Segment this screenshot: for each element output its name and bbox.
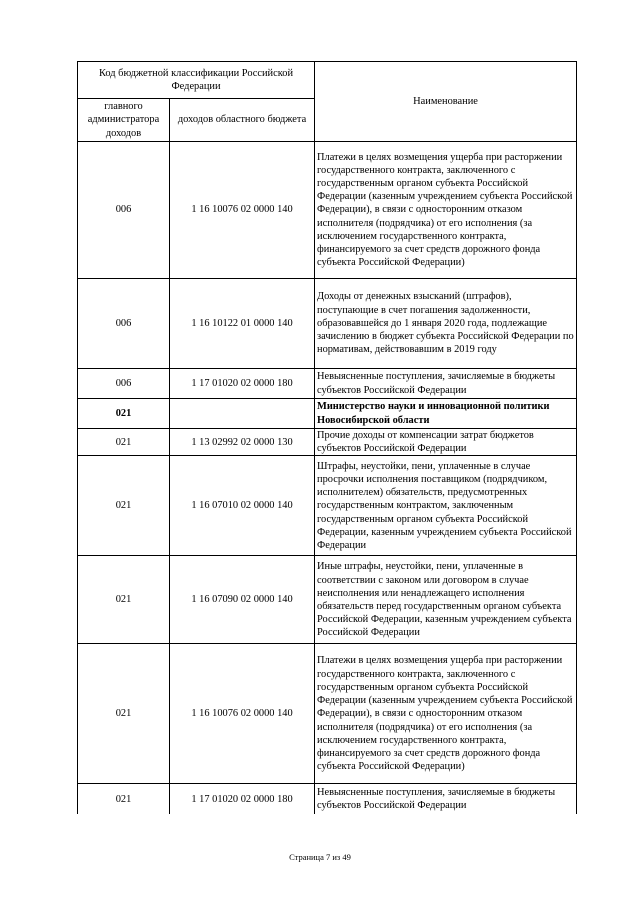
cell-admin: 021: [78, 784, 170, 814]
cell-admin: 021: [78, 456, 170, 556]
cell-code: 1 16 07010 02 0000 140: [170, 456, 315, 556]
table-row: [78, 556, 577, 644]
cell-code: 1 16 10122 01 0000 140: [170, 279, 315, 369]
table-row: [78, 784, 577, 814]
table-row: [78, 399, 577, 429]
budget-classification-table: [77, 61, 577, 814]
cell-name: Прочие доходы от компенсации затрат бюджетов субъектов Российской Федерации: [315, 429, 577, 456]
header-income: доходов областного бюджета: [170, 99, 315, 142]
table-row: [78, 429, 577, 456]
table-row: [78, 456, 577, 556]
cell-code: 1 17 01020 02 0000 180: [170, 369, 315, 399]
cell-code: 1 13 02992 02 0000 130: [170, 429, 315, 456]
cell-admin: 006: [78, 142, 170, 279]
cell-name: Невыясненные поступления, зачисляемые в бюджеты субъектов Российской Федерации: [315, 369, 577, 399]
table-row: [78, 369, 577, 399]
cell-name: Штрафы, неустойки, пени, уплаченные в случае просрочки исполнения поставщиком (подрядчиком, исполнителем) обязательств, предусмотренных государственным контрактом, заключенным государственным органом субъекта Российской Федерации, казенным учреждением субъекта Российской Федерации: [315, 456, 577, 556]
table-row: [78, 142, 577, 279]
cell-code: 1 16 10076 02 0000 140: [170, 644, 315, 784]
cell-code: 1 16 10076 02 0000 140: [170, 142, 315, 279]
cell-admin: 021: [78, 644, 170, 784]
cell-name: Иные штрафы, неустойки, пени, уплаченные в соответствии с законом или договором в случае неисполнения или ненадлежащего исполнения обязательств перед государственным органом субъекта Российской Федерации, казенным учреждением субъекта Российской Федерации: [315, 556, 577, 644]
cell-admin: 021: [78, 399, 170, 429]
header-code-group: Код бюджетной классификации Российской Федерации: [78, 62, 315, 99]
cell-name: Министерство науки и инновационной политики Новосибирской области: [315, 399, 577, 429]
header-name: Наименование: [315, 62, 577, 142]
cell-admin: 021: [78, 556, 170, 644]
cell-admin: 021: [78, 429, 170, 456]
page-number: Страница 7 из 49: [289, 852, 351, 862]
cell-code: [170, 399, 315, 429]
cell-name: Платежи в целях возмещения ущерба при расторжении государственного контракта, заключенного с государственным органом субъекта Российской Федерации (казенным учреждением субъекта Российской Федерации), в связи с односторонним отказом исполнителя (подрядчика) от его исполнения (за исключением государственного контракта, финансируемого за счет средств дорожного фонда субъекта Российской Федерации): [315, 142, 577, 279]
table-row: [78, 279, 577, 369]
cell-name: Доходы от денежных взысканий (штрафов), поступающие в счет погашения задолженности, образовавшейся до 1 января 2020 года, подлежащие зачислению в бюджет субъекта Российской Федерации по нормативам, действовавшим в 2019 году: [315, 279, 577, 369]
cell-code: 1 16 07090 02 0000 140: [170, 556, 315, 644]
header-admin: главного администратора доходов: [78, 99, 170, 142]
cell-admin: 006: [78, 369, 170, 399]
cell-name: Невыясненные поступления, зачисляемые в бюджеты субъектов Российской Федерации: [315, 784, 577, 814]
cell-code: 1 17 01020 02 0000 180: [170, 784, 315, 814]
cell-name: Платежи в целях возмещения ущерба при расторжении государственного контракта, заключенного с государственным органом субъекта Российской Федерации (казенным учреждением субъекта Российской Федерации), в связи с односторонним отказом исполнителя (подрядчика) от его исполнения (за исключением государственного контракта, финансируемого за счет средств дорожного фонда субъекта Российской Федерации): [315, 644, 577, 784]
cell-admin: 006: [78, 279, 170, 369]
table-row: [78, 644, 577, 784]
